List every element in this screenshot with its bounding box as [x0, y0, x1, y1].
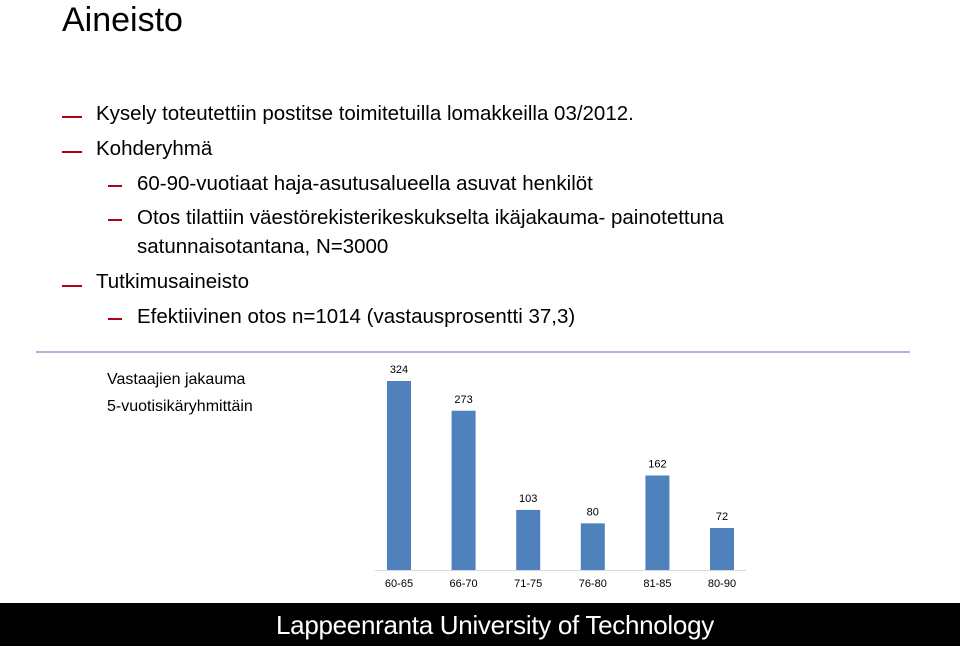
sub-bullet-dash	[108, 185, 122, 187]
footer-bar	[0, 603, 960, 646]
data-label-81-85: 162	[648, 458, 667, 471]
x-tick-label-66-70: 66-70	[449, 578, 478, 590]
bar-71-75	[516, 510, 540, 570]
x-tick-label-81-85: 81-85	[643, 578, 672, 590]
x-tick-label-71-75: 71-75	[514, 578, 543, 590]
sub-bullet-sample: Otos tilattiin väestörekisterikeskukselta ikäjakauma- painotettuna	[137, 206, 724, 229]
sub-bullet-dash	[108, 318, 122, 320]
page-title: Aineisto	[62, 1, 183, 39]
sub-bullet-dash	[108, 219, 122, 221]
data-label-76-80: 80	[586, 506, 599, 519]
bullet-target-group: Kohderyhmä	[96, 137, 213, 160]
sub-bullet-sample-continued: satunnaisotantana, N=3000	[137, 235, 389, 258]
x-tick-label-80-90: 80-90	[707, 578, 737, 590]
bullet-dash	[62, 285, 82, 287]
sub-bullet-age-group: 60-90-vuotiaat haja-asutusalueella asuvat henkilöt	[137, 172, 593, 195]
data-label-60-65: 324	[389, 364, 409, 376]
data-label-71-75: 103	[519, 492, 538, 505]
chart-caption-line1: Vastaajien jakauma	[107, 371, 246, 388]
x-tick-label-76-80: 76-80	[578, 578, 607, 590]
age-distribution-bar-chart	[370, 358, 780, 598]
bar-80-90	[710, 528, 734, 570]
bullet-dash	[62, 116, 82, 118]
divider-line	[36, 351, 910, 353]
bullet-dash	[62, 151, 82, 153]
bar-81-85	[645, 476, 669, 571]
bar-76-80	[581, 523, 605, 570]
bullet-survey-method: Kysely toteutettiin postitse toimitetuilla lomakkeilla 03/2012.	[96, 102, 634, 125]
bar-66-70	[452, 411, 476, 570]
footer-university-name: Lappeenranta University of Technology	[276, 610, 714, 640]
bar-60-65	[387, 381, 411, 570]
data-label-66-70: 273	[454, 393, 473, 406]
data-label-80-90: 72	[715, 511, 729, 523]
x-tick-label-60-65: 60-65	[384, 578, 414, 590]
sub-bullet-effective-sample: Efektiivinen otos n=1014 (vastausprosentti 37,3)	[137, 305, 576, 328]
bullet-research-material: Tutkimusaineisto	[96, 270, 250, 293]
chart-caption-line2: 5-vuotisikäryhmittäin	[107, 398, 253, 415]
